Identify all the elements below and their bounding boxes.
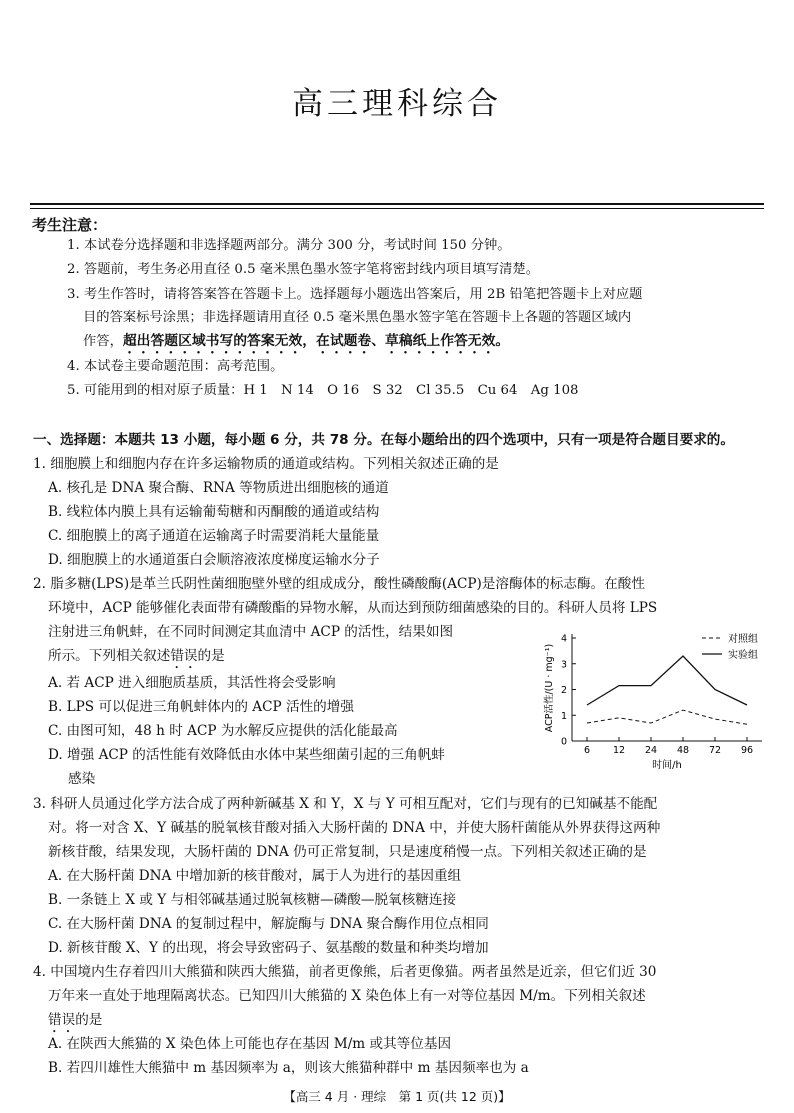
q2-stem-line4 xyxy=(48,644,225,672)
q1-option-a: A. 核孔是 DNA 聚合酶、RNA 等物质进出细胞核的通道 xyxy=(48,480,389,496)
q4-stem-line1: 4. 中国境内生存着四川大熊猫和陕西大熊猫，前者更像熊，后者更像猫。两者虽然是近亲，但它们近 30 xyxy=(33,964,657,980)
q2-stem-tail: 的是 xyxy=(197,648,225,664)
notice-item-3-line3 xyxy=(83,331,509,357)
chart-x-label: 时间/h xyxy=(652,760,682,771)
chart-y-tick-label: 4 xyxy=(560,633,567,645)
q2-option-b: B. LPS 可以促进三角帆蚌体内的 ACP 活性的增强 xyxy=(48,699,354,715)
q4-option-a: A. 在陕西大熊猫的 X 染色体上可能也存在基因 M/m 或其等位基因 xyxy=(48,1036,452,1052)
q1-option-d: D. 细胞膜上的水通道蛋白会顺溶液浓度梯度运输水分子 xyxy=(48,552,380,568)
q4-stem-tail: 的是 xyxy=(75,1012,103,1028)
q2-option-d-cont: 感染 xyxy=(68,771,96,787)
legend-label-experiment: 实验组 xyxy=(728,650,758,661)
notice-item-3-lead: 作答， xyxy=(83,334,123,349)
chart-x-tick-label: 48 xyxy=(676,745,690,756)
q1-option-c: C. 细胞膜上的离子通道在运输离子时需要消耗大量能量 xyxy=(48,528,380,544)
q3-option-b: B. 一条链上 X 或 Y 与相邻碱基通过脱氧核糖—磷酸—脱氧核糖连接 xyxy=(48,892,457,908)
chart-y-tick-label: 2 xyxy=(560,685,567,696)
page-footer: 【高三 4 月 · 理综 第 1 页(共 12 页)】 xyxy=(283,1089,511,1104)
acp-activity-chart xyxy=(530,626,770,772)
notice-item-1: 1. 本试卷分选择题和非选择题两部分。满分 300 分，考试时间 150 分钟。 xyxy=(67,238,511,253)
q2-stem-line1: 2. 脂多糖(LPS)是革兰氏阴性菌细胞壁外壁的组成成分，酸性磷酸酶(ACP)是溶酶体的标志酶。在酸性 xyxy=(33,576,645,592)
q3-stem-line3: 新核苷酸，结果发现，大肠杆菌的 DNA 仍可正常复制，只是速度稍慢一点。下列相关叙述正确的是 xyxy=(48,844,647,860)
chart-x-tick-label: 72 xyxy=(708,745,722,756)
q3-stem-line1: 3. 科研人员通过化学方法合成了两种新碱基 X 和 Y，X 与 Y 可相互配对，它们与现有的已知碱基不能配 xyxy=(33,796,658,812)
chart-series-control xyxy=(587,710,747,724)
q2-option-c: C. 由图可知，48 h 时 ACP 为水解反应提供的活化能最高 xyxy=(48,723,398,739)
chart-y-label: ACP活性/(U · mg⁻¹) xyxy=(544,643,555,733)
q4-emphasis-cuowu: 错误 xyxy=(48,1012,76,1028)
notice-item-4: 4. 本试卷主要命题范围：高考范围。 xyxy=(67,359,284,374)
chart-y-tick-label: 1 xyxy=(560,710,567,722)
q2-stem-lead: 所示。下列相关叙述 xyxy=(48,648,171,664)
notice-emphasis: 超出答题区域书写的答案无效，在试题卷、草稿纸上作答无效。 xyxy=(122,333,510,349)
notice-heading: 考生注意： xyxy=(32,216,108,234)
chart-y-tick-label: 3 xyxy=(560,659,567,671)
header-rule-thin xyxy=(30,208,764,209)
notice-item-3: 3. 考生作答时，请将答案答在答题卡上。选择题每小题选出答案后，用 2B 铅笔把答题卡上对应题 xyxy=(67,287,643,302)
header-rule-thick xyxy=(30,203,764,205)
q2-stem-line3: 注射进三角帆蚌，在不同时间测定其血清中 ACP 的活性，结果如图 xyxy=(48,624,454,640)
legend-label-control: 对照组 xyxy=(728,634,758,645)
q2-option-d: D. 增强 ACP 的活性能有效降低由水体中某些细菌引起的三角帆蚌 xyxy=(48,747,445,763)
q3-option-a: A. 在大肠杆菌 DNA 中增加新的核苷酸对，属于人为进行的基因重组 xyxy=(48,868,462,884)
chart-x-tick-label: 6 xyxy=(583,745,591,756)
q4-stem-line2: 万年来一直处于地理隔离状态。已知四川大熊猫的 X 染色体上有一对等位基因 M/m。下列相关叙述 xyxy=(48,988,646,1004)
chart-series-experiment xyxy=(587,656,747,705)
q3-stem-line2: 对。将一对含 X、Y 碱基的脱氧核苷酸对插入大肠杆菌的 DNA 中，并使大肠杆菌能从外界获得这两种 xyxy=(48,820,661,836)
notice-item-3-line2: 目的答案标号涂黑；非选择题请用直径 0.5 毫米黑色墨水签字笔在答题卡上各题的答题区域内 xyxy=(83,310,632,325)
section-heading: 一、选择题：本题共 13 小题，每小题 6 分，共 78 分。在每小题给出的四个选项中，只有一项是符合题目要求的。 xyxy=(33,432,734,448)
q2-option-a: A. 若 ACP 进入细胞质基质，其活性将会受影响 xyxy=(48,675,336,691)
chart-y-tick-label: 0 xyxy=(560,736,567,748)
q3-option-c: C. 在大肠杆菌 DNA 的复制过程中，解旋酶与 DNA 聚合酶作用位点相同 xyxy=(48,916,489,932)
q1-option-b: B. 线粒体内膜上具有运输葡萄糖和丙酮酸的通道或结构 xyxy=(48,504,380,520)
chart-x-tick-label: 12 xyxy=(612,745,626,756)
chart-x-tick-label: 96 xyxy=(740,745,754,756)
notice-item-2: 2. 答题前，考生务必用直径 0.5 毫米黑色墨水签字笔将密封线内项目填写清楚。 xyxy=(67,262,540,277)
q3-option-d: D. 新核苷酸 X、Y 的出现，将会导致密码子、氨基酸的数量和种类均增加 xyxy=(48,940,489,956)
q2-emphasis-cuowu: 错误 xyxy=(170,648,198,664)
q1-stem: 1. 细胞膜上和细胞内存在许多运输物质的通道或结构。下列相关叙述正确的是 xyxy=(33,456,499,472)
notice-item-5: 5. 可能用到的相对原子质量：H 1 N 14 O 16 S 32 Cl 35.5 Cu 64 Ag 108 xyxy=(67,383,579,398)
chart-x-tick-label: 24 xyxy=(644,745,658,756)
q2-stem-line2: 环境中，ACP 能够催化表面带有磷酸酯的异物水解，从而达到预防细菌感染的目的。科研人员将 LPS xyxy=(48,600,658,616)
page-title: 高三理科综合 xyxy=(292,86,502,122)
q4-option-b: B. 若四川雄性大熊猫中 m 基因频率为 a，则该大熊猫种群中 m 基因频率也为 a xyxy=(48,1060,529,1076)
